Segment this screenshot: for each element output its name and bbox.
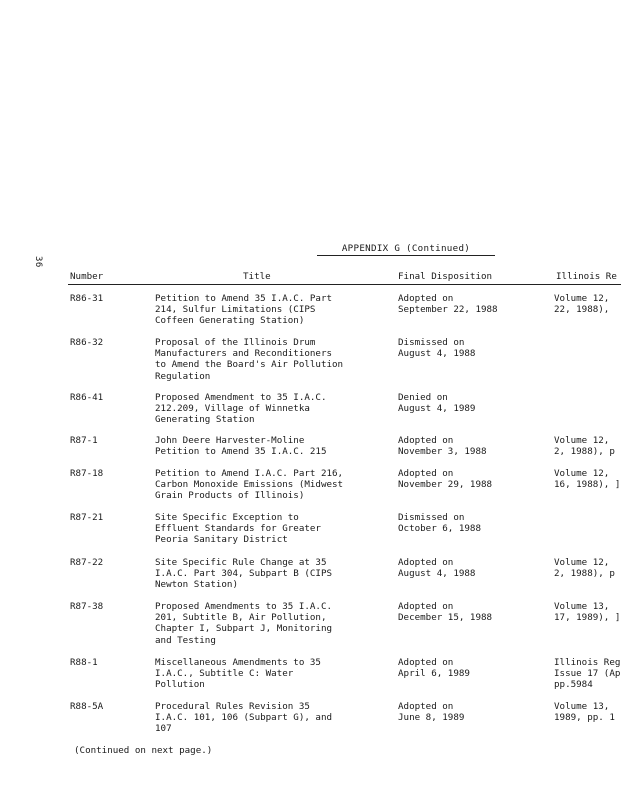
row-illinois-register: Volume 12, 2, 1988), p (554, 435, 615, 458)
row-title: Proposal of the Illinois Drum Manufacturers and Reconditioners to Amend the Board's Air Pollution Regulation (155, 337, 344, 382)
row-title: Proposed Amendment to 35 I.A.C. 212.209, Village of Winnetka Generating Station (155, 392, 327, 426)
row-number: R87-21 (70, 512, 104, 523)
row-disposition: Adopted on April 6, 1989 (398, 657, 470, 680)
row-disposition: Denied on August 4, 1989 (398, 392, 476, 415)
row-title: Miscellaneous Amendments to 35 I.A.C., Subtitle C: Water Pollution (155, 657, 321, 691)
continued-note: (Continued on next page.) (74, 745, 213, 756)
row-title: Procedural Rules Revision 35 I.A.C. 101, 106 (Subpart G), and 107 (155, 701, 333, 735)
row-title: Site Specific Rule Change at 35 I.A.C. Part 304, Subpart B (CIPS Newton Station) (155, 557, 333, 591)
column-header-number: Number (70, 271, 104, 282)
column-header-title: Title (243, 271, 271, 282)
page-number: 36 (33, 256, 43, 268)
row-illinois-register: Volume 12, 16, 1988), ] (554, 468, 621, 491)
column-header-disposition: Final Disposition (398, 271, 493, 282)
row-number: R87-1 (70, 435, 98, 446)
row-illinois-register: Volume 12, 22, 1988), (554, 293, 610, 316)
row-illinois-register: Volume 13, 1989, pp. 1 (554, 701, 615, 724)
row-number: R87-22 (70, 557, 104, 568)
row-illinois-register: Illinois Reg Issue 17 (Ap pp.5984 (554, 657, 621, 691)
row-disposition: Adopted on September 22, 1988 (398, 293, 498, 316)
appendix-heading: APPENDIX G (Continued) (317, 243, 495, 256)
row-number: R86-32 (70, 337, 104, 348)
row-number: R88-5A (70, 701, 104, 712)
row-title: Proposed Amendments to 35 I.A.C. 201, Subtitle B, Air Pollution, Chapter I, Subpart J, Monitoring and Testing (155, 601, 333, 646)
row-number: R87-38 (70, 601, 104, 612)
row-title: Petition to Amend 35 I.A.C. Part 214, Sulfur Limitations (CIPS Coffeen Generating Station) (155, 293, 333, 327)
row-title: Site Specific Exception to Effluent Standards for Greater Peoria Sanitary District (155, 512, 321, 546)
column-header-illinois-register: Illinois Re (556, 271, 617, 282)
row-disposition: Adopted on December 15, 1988 (398, 601, 493, 624)
row-illinois-register: Volume 13, 17, 1989), ] (554, 601, 621, 624)
header-rule (68, 284, 621, 285)
row-disposition: Adopted on November 3, 1988 (398, 435, 487, 458)
row-number: R88-1 (70, 657, 98, 668)
row-number: R86-31 (70, 293, 104, 304)
row-disposition: Dismissed on October 6, 1988 (398, 512, 481, 535)
row-disposition: Dismissed on August 4, 1988 (398, 337, 476, 360)
row-disposition: Adopted on November 29, 1988 (398, 468, 493, 491)
row-title: Petition to Amend I.A.C. Part 216, Carbon Monoxide Emissions (Midwest Grain Products of Illinois) (155, 468, 344, 502)
row-title: John Deere Harvester-Moline Petition to Amend 35 I.A.C. 215 (155, 435, 327, 458)
row-illinois-register: Volume 12, 2, 1988), p (554, 557, 615, 580)
row-disposition: Adopted on August 4, 1988 (398, 557, 476, 580)
row-number: R86-41 (70, 392, 104, 403)
row-number: R87-18 (70, 468, 104, 479)
row-disposition: Adopted on June 8, 1989 (398, 701, 465, 724)
